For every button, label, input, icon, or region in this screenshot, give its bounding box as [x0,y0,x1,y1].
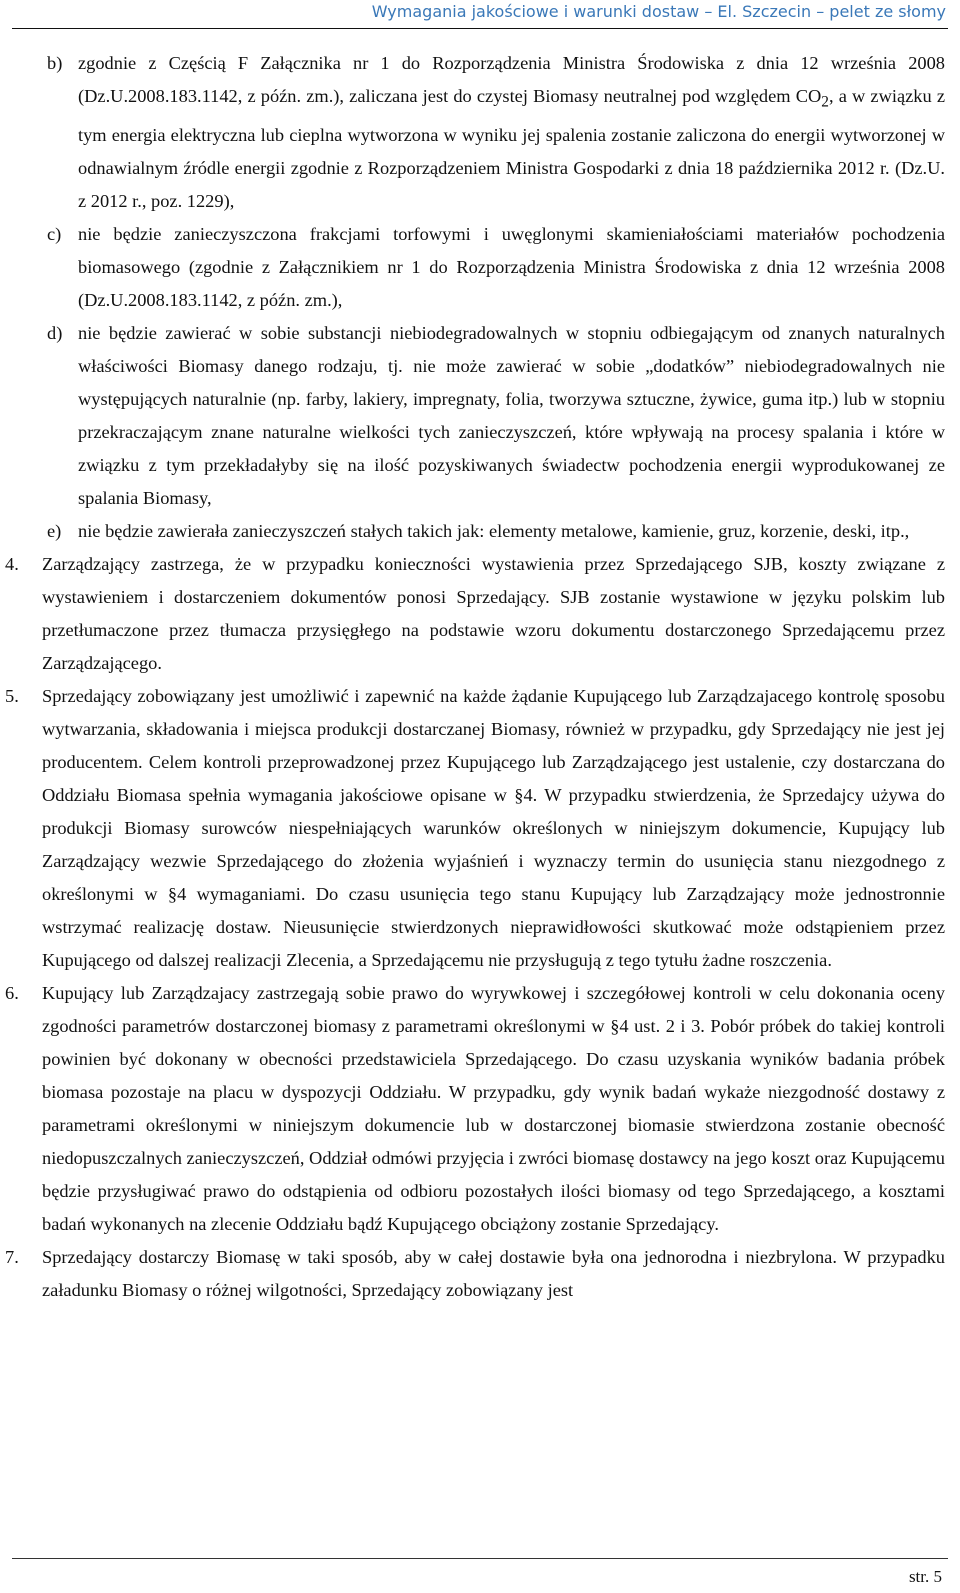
list-item-text: nie będzie zawierała zanieczyszczeń stałych takich jak: elementy metalowe, kamienie, gruz, korzenie, deski, itp., [78,520,910,541]
footer-divider [12,1558,948,1559]
list-item-text: zgodnie z Częścią F Załącznika nr 1 do Rozporządzenia Ministra Środowiska z dnia 12 września 2008 (Dz.U.2008.183.1142, z późn. zm.), zaliczana jest do czystej Biomasy neutralnej pod względem $CO_2$, a w związku z tym energia elektryczna lub cieplna wytworzona w wyniku jej spalenia zostanie zaliczona do energii wytworzonej w odnawialnym źródle energii zgodnie z Rozporządzeniem Ministra Gospodarki z dnia 18 października 2012 r. (Dz.U. z 2012 r., poz. 1229), [78,53,945,211]
list-marker: b) [47,53,63,73]
numbered-item-text: Kupujący lub Zarządzajacy zastrzegają sobie prawo do wyrywkowej i szczegółowej kontroli w celu dokonania oceny zgodności parametrów dostarczonej biomasy z parametrami określonymi w §4 ust. 2 i 3. Pobór próbek do takiej kontroli powinien być dokonany w obecności przedstawiciela Sprzedającego. Do czasu uzyskania wyników badania próbek biomasa pozostaje na placu w dyspozycji Oddziału. W przypadku, gdy wynik badań wykaże niezgodność dostawy z parametrami określonymi w niniejszym dokumencie lub w dostarczonej biomasie stwierdzona zostanie obecność niedopuszczalnych zanieczyszczeń, Oddział odmówi przyjęcia i zwróci biomasę dostawcy na jego koszt oraz Kupującemu będzie przysługiwać prawo do odstąpienia od odbioru pozostałych ilości biomasy od tego Sprzedającego, a kosztami badań wykonanych na zlecenie Oddziału bądź Kupującego obciążony zostanie Sprzedający. [42,982,945,1234]
list-marker: e) [47,520,62,541]
list-item-e [5,515,945,548]
list-number: 7. [5,1246,19,1267]
numbered-item-6 [5,977,945,1241]
numbered-item-5 [5,680,945,977]
list-item-b [5,47,945,218]
document-body [5,47,945,1307]
header-divider [12,28,948,29]
list-item-text: nie będzie zanieczyszczona frakcjami torfowymi i uwęglonymi skamieniałościami materiałów pochodzenia biomasowego (zgodnie z Załącznikiem nr 1 do Rozporządzenia Ministra Środowiska z dnia 12 września 2008 (Dz.U.2008.183.1142, z późn. zm.), [78,223,945,310]
page-number: str. 5 [908,1567,942,1586]
list-number: 6. [5,982,19,1003]
list-number: 4. [5,553,19,574]
list-item-d [5,317,945,515]
list-item-c [5,218,945,317]
list-marker: d) [47,322,63,343]
numbered-item-text: Sprzedający zobowiązany jest umożliwić i zapewnić na każde żądanie Kupującego lub Zarządzajacego kontrolę sposobu wytwarzania, składowania i miejsca produkcji dostarczanej Biomasy, również w przypadku, gdy Sprzedający nie jest jej producentem. Celem kontroli przeprowadzonej przez Kupującego lub Zarządzającego jest ustalenie, czy dostarczana do Oddziału Biomasa spełnia wymagania jakościowe opisane w §4. W przypadku stwierdzenia, że Sprzedajcy używa do produkcji Biomasy surowców niespełniających warunków określonych w niniejszym dokumencie, Kupujący lub Zarządzający wezwie Sprzedającego do złożenia wyjaśnień i wyznaczy termin do usunięcia stanu niezgodnego z określonymi w §4 wymaganiami. Do czasu usunięcia tego stanu Kupujący lub Zarządzający może jednostronnie wstrzymać realizację dostaw. Nieusunięcie stwierdzonych nieprawidłowości skutkować może odstąpieniem przez Kupującego od dalszej realizacji Zlecenia, a Sprzedającemu nie przysługują z tego tytułu żadne roszczenia. [42,685,945,970]
numbered-item-text: Zarządzający zastrzega, że w przypadku konieczności wystawienia przez Sprzedającego SJB, koszty związane z wystawieniem i dostarczeniem dokumentów ponosi Sprzedający. SJB zostanie wystawione w języku polskim lub przetłumaczone przez tłumacza przysięgłego na podstawie wzoru dokumentu dostarczonego Sprzedającemu przez Zarządzającego. [42,553,945,673]
document-header: Wymagania jakościowe i warunki dostaw – El. Szczecin – pelet ze słomy [371,2,946,21]
numbered-item-text: Sprzedający dostarczy Biomasę w taki sposób, aby w całej dostawie była ona jednorodna i niezbrylona. W przypadku załadunku Biomasy o różnej wilgotności, Sprzedający zobowiązany jest [42,1246,945,1300]
list-item-text: nie będzie zawierać w sobie substancji niebiodegradowalnych w stopniu odbiegającym od znanych naturalnych właściwości Biomasy danego rodzaju, tj. nie może zawierać w sobie „dodatków” niebiodegradowalnych nie występujących naturalnie (np. farby, lakiery, impregnaty, folia, tworzywa sztuczne, żywice, guma itp.) lub w stopniu przekraczającym znane naturalne wielkości tych zanieczyszczeń, które wpływają na procesy spalania i które w związku z tym przekładałyby się na ilość pozyskiwanych świadectw pochodzenia energii wyprodukowanej ze spalania Biomasy, [78,322,945,508]
list-number: 5. [5,685,19,706]
numbered-item-4 [5,548,945,680]
subscript: 2 [821,93,829,111]
numbered-item-7 [5,1241,945,1307]
list-marker: c) [47,223,62,244]
